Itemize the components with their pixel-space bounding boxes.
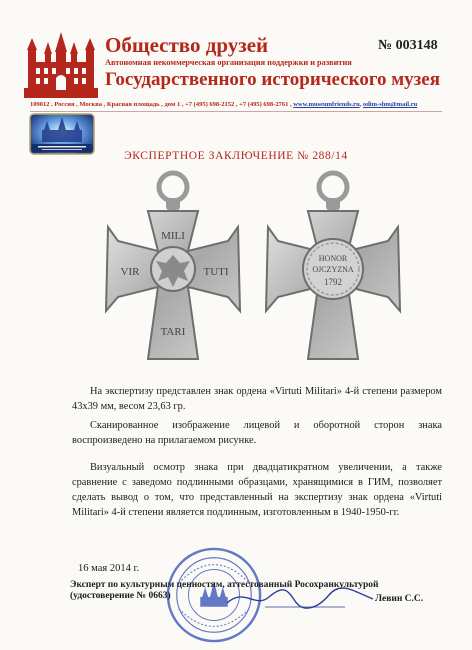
- medal-front-photo: [88, 163, 258, 375]
- museum-logo-icon: [24, 32, 98, 98]
- website-link[interactable]: www.museumfriends.ru: [293, 101, 360, 108]
- front-word-right: TUTI: [203, 266, 229, 278]
- front-word-bottom: TARI: [160, 326, 186, 338]
- expert-name: Левин С.С.: [375, 594, 424, 604]
- back-line-3: 1792: [324, 277, 342, 287]
- paragraph-1: [72, 384, 442, 414]
- back-line-2: OJCZYZNA: [312, 265, 354, 274]
- expert-certificate-line: (удостоверение № 0663): [70, 591, 171, 601]
- paragraph-3-text: Визуальный осмотр знака при двадцатикратном увеличении, а также сравнение с заведомо подлинными образцами, хранящимися в ГИМ, позволяет сделать вывод о том, что представленный на экспертизу знак ордена «Virtuti Militari» 4-й степени является подлинным, изготовленным в 1940-1950-гг.: [72, 462, 442, 518]
- document-title: ЭКСПЕРТНОЕ ЗАКЛЮЧЕНИЕ № 288/14: [124, 150, 348, 162]
- contact-line: 109012 , Россия , Москва , Красная площадь , дом 1 , +7 (495) 698-2152 , +7 (495) 698-2761 , www.museumfriends.ru, odim-shm@mail.ru: [30, 101, 418, 108]
- front-word-left: VIR: [120, 266, 140, 278]
- back-line-1: HONOR: [318, 254, 348, 263]
- paragraph-2: [72, 418, 442, 448]
- org-subtitle: Автономная некоммерческая организация поддержки и развития: [105, 58, 352, 67]
- paragraph-1-text: На экспертизу представлен знак ордена «Virtuti Militari» 4-й степени размером 43х39 мм, весом 23,63 гр.: [72, 386, 442, 412]
- paragraph-3: [72, 460, 442, 520]
- handwritten-signature: [225, 585, 375, 611]
- museum-name: Государственного исторического музея: [105, 69, 441, 90]
- paragraph-2-text: Сканированное изображение лицевой и оборотной сторон знака воспроизведено на прилагаемом рисунке.: [72, 420, 442, 446]
- email-link[interactable]: odim-shm@mail.ru: [362, 101, 418, 108]
- front-word-top: MILI: [161, 230, 185, 242]
- expert-title-line: Эксперт по культурным ценностям, аттестованный Росохранкультурой: [70, 580, 379, 590]
- address-text: 109012 , Россия , Москва , Красная площадь , дом 1 , +7 (495) 698-2152 , +7 (495) 698-2761 ,: [30, 101, 292, 108]
- document-date: 16 мая 2014 г.: [78, 563, 140, 574]
- medal-back-photo: [248, 163, 418, 375]
- org-name: Общество друзей: [105, 33, 269, 57]
- document-number: № 003148: [378, 38, 438, 53]
